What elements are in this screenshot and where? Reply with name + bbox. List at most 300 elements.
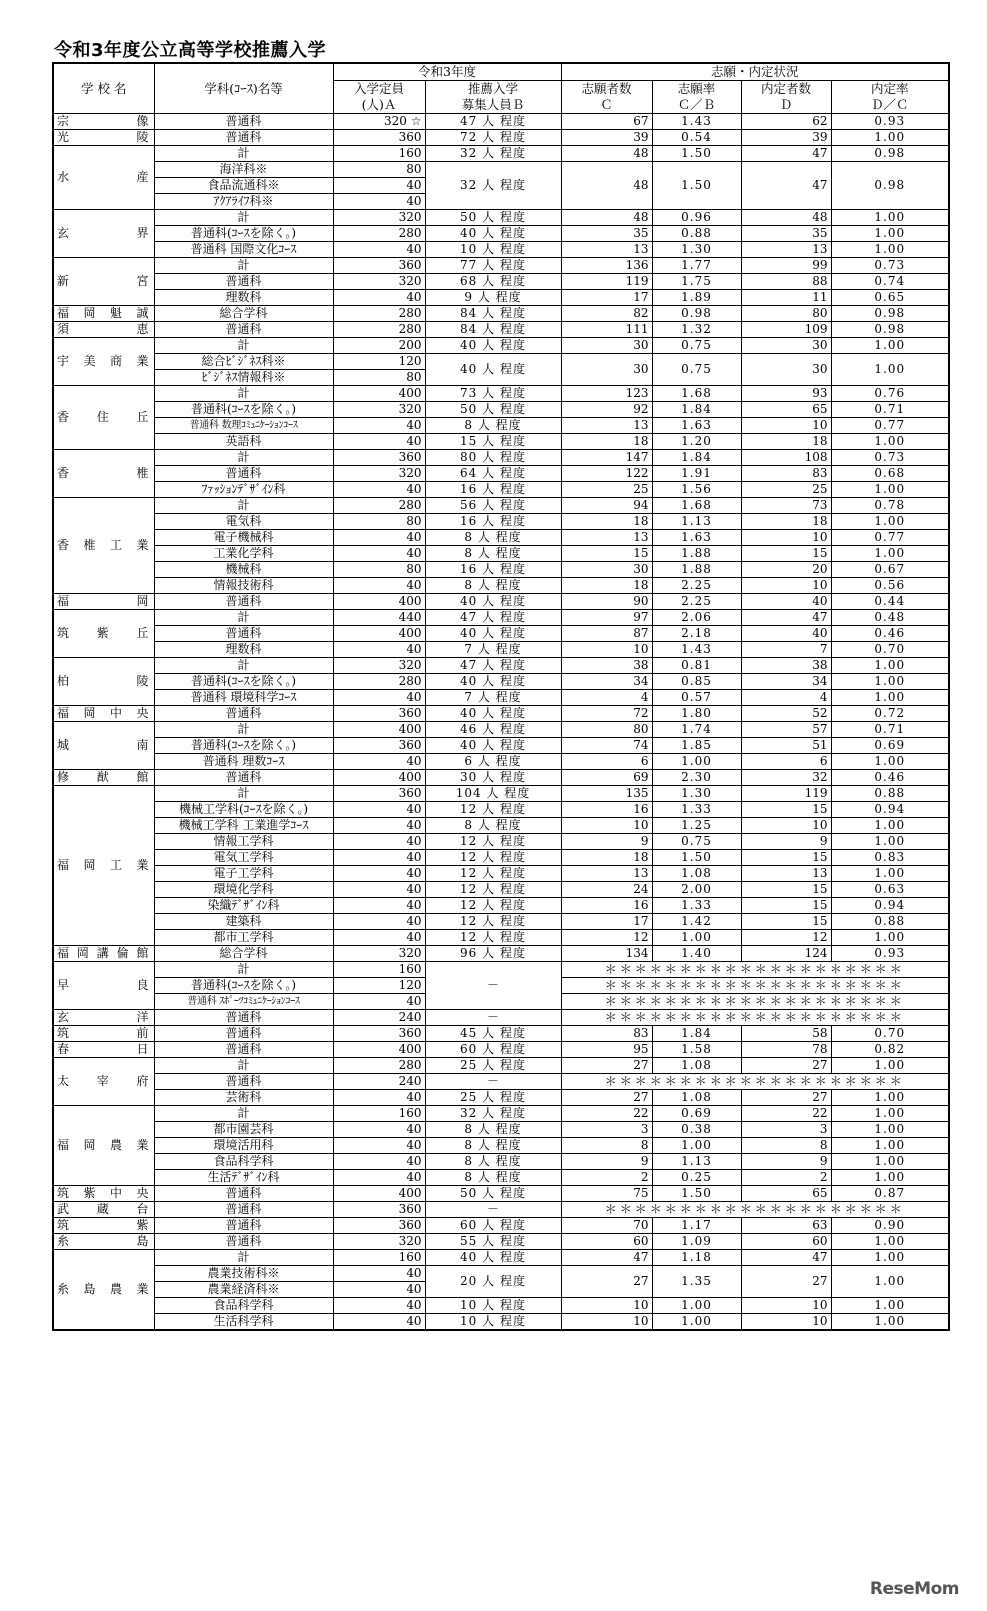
capacity-cell: 40 [333,1298,425,1314]
applicants-cell: 39 [561,130,652,146]
application-rate-cell: 1.25 [652,818,741,834]
course-cell: 普通科 [154,1202,333,1218]
application-rate-cell: 1.74 [652,722,741,738]
capacity-cell: 40 [333,546,425,562]
table-row [53,562,949,578]
quota-cell: 40 人 程度 [425,674,561,690]
school-name-cell: 香椎 [53,450,154,498]
quota-cell: 40 人 程度 [425,738,561,754]
quota-cell: 25 人 程度 [425,1058,561,1074]
applicants-cell: 70 [561,1218,652,1234]
capacity-cell: 40 [333,1090,425,1106]
capacity-cell: 40 [333,882,425,898]
application-rate-cell: 1.13 [652,1154,741,1170]
school-name-cell: 水産 [53,146,154,210]
capacity-cell: 160 [333,1250,425,1266]
application-rate-cell: 2.25 [652,578,741,594]
application-rate-cell: 2.06 [652,610,741,626]
acceptance-rate-cell: 0.71 [831,722,949,738]
acceptance-rate-cell: 0.78 [831,498,949,514]
table-row [53,162,949,178]
table-row [53,898,949,914]
page-title: 令和3年度公立高等学校推薦入学 [54,40,327,61]
course-cell: 普通科 国際文化ｺｰｽ [154,242,333,258]
capacity-cell: 120 [333,354,425,370]
table-row [53,322,949,338]
accepted-cell: 15 [741,898,831,914]
school-name-cell: 玄界 [53,210,154,258]
application-rate-cell: 1.09 [652,1234,741,1250]
acceptance-rate-cell: 1.00 [831,434,949,450]
acceptance-rate-cell: 1.00 [831,1090,949,1106]
accepted-cell: 27 [741,1090,831,1106]
applicants-cell: 74 [561,738,652,754]
quota-cell: 10 人 程度 [425,1314,561,1331]
capacity-cell: 40 [333,1266,425,1282]
applicants-cell: 72 [561,706,652,722]
applicants-cell: 69 [561,770,652,786]
accepted-cell: 88 [741,274,831,290]
application-rate-cell: 1.85 [652,738,741,754]
accepted-cell: 7 [741,642,831,658]
course-cell: 普通科 [154,1074,333,1090]
application-rate-cell: 2.25 [652,594,741,610]
capacity-cell: 360 [333,130,425,146]
course-cell: 計 [154,1106,333,1122]
school-name-cell: 福岡農業 [53,1106,154,1186]
course-cell: 普通科 [154,130,333,146]
acceptance-rate-cell: 1.00 [831,210,949,226]
application-rate-cell: 1.50 [652,850,741,866]
not-applicable-cell: ＊＊＊＊＊＊＊＊＊＊＊＊＊＊＊＊＊＊＊＊ [561,1010,949,1026]
application-rate-cell: 0.38 [652,1122,741,1138]
school-name-cell: 福岡魁誠 [53,306,154,322]
applicants-cell: 4 [561,690,652,706]
application-rate-cell: 0.57 [652,690,741,706]
capacity-cell: 40 [333,994,425,1010]
application-rate-cell: 1.68 [652,498,741,514]
acceptance-rate-cell: 0.98 [831,322,949,338]
table-row [53,146,949,162]
quota-cell: 8 人 程度 [425,546,561,562]
table-row [53,242,949,258]
table-row [53,962,949,978]
applicants-cell: 34 [561,674,652,690]
application-rate-cell: 1.17 [652,1218,741,1234]
school-name-cell: 筑前 [53,1026,154,1042]
table-row [53,578,949,594]
course-cell: 普通科 [154,1026,333,1042]
acceptance-rate-cell: 1.00 [831,818,949,834]
acceptance-rate-cell: 0.65 [831,290,949,306]
capacity-cell: 360 [333,1202,425,1218]
application-rate-cell: 1.50 [652,1186,741,1202]
quota-cell: 40 人 程度 [425,626,561,642]
applicants-cell: 119 [561,274,652,290]
acceptance-rate-cell: 0.76 [831,386,949,402]
application-rate-cell: 1.00 [652,754,741,770]
capacity-cell: 40 [333,1154,425,1170]
table-row [53,1090,949,1106]
not-applicable-cell: ＊＊＊＊＊＊＊＊＊＊＊＊＊＊＊＊＊＊＊＊ [561,1074,949,1090]
quota-cell: 40 人 程度 [425,1250,561,1266]
quota-cell: 8 人 程度 [425,578,561,594]
quota-cell: 56 人 程度 [425,498,561,514]
table-row [53,114,949,130]
capacity-cell: 40 [333,690,425,706]
table-row [53,386,949,402]
quota-cell: 12 人 程度 [425,850,561,866]
accepted-cell: 4 [741,690,831,706]
course-cell: 環境化学科 [154,882,333,898]
capacity-cell: 400 [333,626,425,642]
capacity-cell: 360 [333,738,425,754]
accepted-cell: 119 [741,786,831,802]
application-rate-cell: 1.33 [652,802,741,818]
course-cell: 総合ﾋﾞｼﾞﾈｽ科※ [154,354,333,370]
application-rate-cell: 0.75 [652,338,741,354]
applicants-cell: 75 [561,1186,652,1202]
quota-cell: 25 人 程度 [425,1090,561,1106]
quota-cell: 16 人 程度 [425,482,561,498]
acceptance-rate-cell: 0.44 [831,594,949,610]
table-row [53,530,949,546]
acceptance-rate-cell: 0.77 [831,418,949,434]
course-cell: 普通科 [154,594,333,610]
applicants-cell: 67 [561,114,652,130]
course-cell: 計 [154,1058,333,1074]
quota-cell: 8 人 程度 [425,1170,561,1186]
table-row [53,722,949,738]
quota-cell: 73 人 程度 [425,386,561,402]
header-application-rate: 志願率 Ｃ／Ｂ [652,81,741,114]
table-body [53,114,949,1331]
quota-cell: 72 人 程度 [425,130,561,146]
table-row [53,450,949,466]
accepted-cell: 13 [741,866,831,882]
capacity-cell: 320 ☆ [333,114,425,130]
quota-cell: － [425,1074,561,1090]
course-cell: 情報技術科 [154,578,333,594]
table-row [53,1298,949,1314]
applicants-cell: 13 [561,866,652,882]
table-row [53,1170,949,1186]
application-rate-cell: 2.30 [652,770,741,786]
applicants-cell: 18 [561,514,652,530]
table-row [53,754,949,770]
application-rate-cell: 1.84 [652,450,741,466]
application-rate-cell: 1.75 [652,274,741,290]
accepted-cell: 124 [741,946,831,962]
application-rate-cell: 0.88 [652,226,741,242]
accepted-cell: 109 [741,322,831,338]
accepted-cell: 12 [741,930,831,946]
course-cell: 食品科学科 [154,1298,333,1314]
acceptance-rate-cell: 0.74 [831,274,949,290]
table-row [53,1186,949,1202]
acceptance-rate-cell: 0.77 [831,530,949,546]
quota-cell: 12 人 程度 [425,834,561,850]
applicants-cell: 16 [561,802,652,818]
applicants-cell: 48 [561,162,652,210]
accepted-cell: 32 [741,770,831,786]
capacity-cell: 400 [333,722,425,738]
capacity-cell: 80 [333,370,425,386]
accepted-cell: 63 [741,1218,831,1234]
school-name-cell: 宇美商業 [53,338,154,386]
accepted-cell: 48 [741,210,831,226]
application-rate-cell: 1.88 [652,562,741,578]
course-cell: ｱｸｱﾗｲﾌ科※ [154,194,333,210]
quota-cell: 20 人 程度 [425,1266,561,1298]
course-cell: 芸術科 [154,1090,333,1106]
capacity-cell: 40 [333,418,425,434]
quota-cell: 8 人 程度 [425,1122,561,1138]
course-cell: 普通科 数理ｺﾐｭﾆｹｰｼｮﾝｺｰｽ [154,418,333,434]
accepted-cell: 78 [741,1042,831,1058]
accepted-cell: 9 [741,834,831,850]
accepted-cell: 27 [741,1058,831,1074]
table-row [53,738,949,754]
application-rate-cell: 1.08 [652,1058,741,1074]
capacity-cell: 280 [333,306,425,322]
table-row [53,642,949,658]
accepted-cell: 57 [741,722,831,738]
acceptance-rate-cell: 1.00 [831,242,949,258]
applicants-cell: 2 [561,1170,652,1186]
course-cell: 染織ﾃﾞｻﾞｲﾝ科 [154,898,333,914]
table-row [53,866,949,882]
quota-cell: 10 人 程度 [425,242,561,258]
capacity-cell: 40 [333,754,425,770]
capacity-cell: 400 [333,386,425,402]
applicants-cell: 18 [561,578,652,594]
quota-cell: 6 人 程度 [425,754,561,770]
quota-cell: 8 人 程度 [425,818,561,834]
course-cell: 都市工学科 [154,930,333,946]
applicants-cell: 13 [561,242,652,258]
application-rate-cell: 1.42 [652,914,741,930]
table-row [53,946,949,962]
quota-cell: 30 人 程度 [425,770,561,786]
table-row [53,802,949,818]
capacity-cell: 40 [333,850,425,866]
accepted-cell: 10 [741,530,831,546]
quota-cell: 50 人 程度 [425,402,561,418]
applicants-cell: 18 [561,850,652,866]
capacity-cell: 40 [333,834,425,850]
application-rate-cell: 0.96 [652,210,741,226]
capacity-cell: 320 [333,658,425,674]
applicants-cell: 8 [561,1138,652,1154]
course-cell: 電子機械科 [154,530,333,546]
quota-cell: 10 人 程度 [425,1298,561,1314]
course-cell: 普通科 ｽﾎﾟｰﾂｺﾐｭﾆｹｰｼｮﾝｺｰｽ [154,994,333,1010]
course-cell: 普通科 理数ｺｰｽ [154,754,333,770]
course-cell: 計 [154,786,333,802]
quota-cell: 50 人 程度 [425,1186,561,1202]
school-name-cell: 玄洋 [53,1010,154,1026]
course-cell: 食品流通科※ [154,178,333,194]
application-rate-cell: 1.20 [652,434,741,450]
application-rate-cell: 0.69 [652,1106,741,1122]
table-row [53,882,949,898]
capacity-cell: 40 [333,1138,425,1154]
capacity-cell: 40 [333,930,425,946]
applicants-cell: 24 [561,882,652,898]
application-rate-cell: 1.89 [652,290,741,306]
table-row [53,354,949,370]
accepted-cell: 15 [741,882,831,898]
applicants-cell: 27 [561,1058,652,1074]
applicants-cell: 3 [561,1122,652,1138]
course-cell: 普通科(ｺｰｽを除く。) [154,978,333,994]
course-cell: 計 [154,962,333,978]
capacity-cell: 160 [333,1106,425,1122]
school-name-cell: 武蔵台 [53,1202,154,1218]
application-rate-cell: 1.08 [652,866,741,882]
capacity-cell: 40 [333,530,425,546]
quota-cell: 8 人 程度 [425,418,561,434]
table-row [53,1314,949,1331]
course-cell: 計 [154,610,333,626]
table-row [53,1138,949,1154]
applicants-cell: 94 [561,498,652,514]
quota-cell: 12 人 程度 [425,898,561,914]
acceptance-rate-cell: 0.94 [831,802,949,818]
acceptance-rate-cell: 0.73 [831,450,949,466]
watermark-logo: ReseMom [869,1579,959,1599]
quota-cell: 55 人 程度 [425,1234,561,1250]
application-rate-cell: 1.40 [652,946,741,962]
quota-cell: 60 人 程度 [425,1218,561,1234]
acceptance-rate-cell: 1.00 [831,1106,949,1122]
table-row [53,658,949,674]
course-cell: 情報工学科 [154,834,333,850]
applicants-cell: 47 [561,1250,652,1266]
applicants-cell: 135 [561,786,652,802]
accepted-cell: 38 [741,658,831,674]
accepted-cell: 47 [741,162,831,210]
application-rate-cell: 1.00 [652,1138,741,1154]
application-rate-cell: 1.50 [652,162,741,210]
quota-cell: 7 人 程度 [425,690,561,706]
capacity-cell: 400 [333,1186,425,1202]
application-rate-cell: 1.58 [652,1042,741,1058]
acceptance-rate-cell: 1.00 [831,866,949,882]
course-cell: 普通科(ｺｰｽを除く。) [154,226,333,242]
accepted-cell: 60 [741,1234,831,1250]
acceptance-rate-cell: 0.46 [831,626,949,642]
capacity-cell: 400 [333,770,425,786]
accepted-cell: 47 [741,610,831,626]
capacity-cell: 160 [333,962,425,978]
accepted-cell: 83 [741,466,831,482]
course-cell: 計 [154,338,333,354]
capacity-cell: 40 [333,818,425,834]
applicants-cell: 38 [561,658,652,674]
applicants-cell: 6 [561,754,652,770]
applicants-cell: 35 [561,226,652,242]
acceptance-rate-cell: 1.00 [831,1314,949,1331]
applicants-cell: 147 [561,450,652,466]
acceptance-rate-cell: 0.98 [831,162,949,210]
application-rate-cell: 1.56 [652,482,741,498]
table-row [53,1250,949,1266]
course-cell: 普通科(ｺｰｽを除く。) [154,402,333,418]
course-cell: 普通科(ｺｰｽを除く。) [154,738,333,754]
acceptance-rate-cell: 1.00 [831,546,949,562]
capacity-cell: 160 [333,146,425,162]
acceptance-rate-cell: 0.70 [831,1026,949,1042]
accepted-cell: 22 [741,1106,831,1122]
acceptance-rate-cell: 0.88 [831,914,949,930]
school-name-cell: 柏陵 [53,658,154,706]
application-rate-cell: 1.00 [652,930,741,946]
accepted-cell: 93 [741,386,831,402]
capacity-cell: 280 [333,226,425,242]
accepted-cell: 35 [741,226,831,242]
table-row [53,274,949,290]
course-cell: 普通科 環境科学ｺｰｽ [154,690,333,706]
table-row [53,482,949,498]
acceptance-rate-cell: 0.71 [831,402,949,418]
school-name-cell: 筑紫 [53,1218,154,1234]
application-rate-cell: 1.32 [652,322,741,338]
course-cell: 普通科 [154,1234,333,1250]
accepted-cell: 40 [741,626,831,642]
table-row [53,770,949,786]
school-name-cell: 須恵 [53,322,154,338]
admissions-table [52,62,950,1331]
application-rate-cell: 1.18 [652,1250,741,1266]
course-cell: 生活科学科 [154,1314,333,1331]
accepted-cell: 13 [741,242,831,258]
course-cell: 建築科 [154,914,333,930]
course-cell: ﾋﾞｼﾞﾈｽ情報科※ [154,370,333,386]
table-row [53,210,949,226]
course-cell: 環境活用科 [154,1138,333,1154]
accepted-cell: 25 [741,482,831,498]
course-cell: 農業技術科※ [154,1266,333,1282]
acceptance-rate-cell: 1.00 [831,130,949,146]
course-cell: 電気科 [154,514,333,530]
table-row [53,706,949,722]
school-name-cell: 光陵 [53,130,154,146]
application-rate-cell: 1.63 [652,530,741,546]
application-rate-cell: 1.88 [652,546,741,562]
acceptance-rate-cell: 0.48 [831,610,949,626]
application-rate-cell: 1.43 [652,642,741,658]
accepted-cell: 10 [741,818,831,834]
capacity-cell: 240 [333,1074,425,1090]
school-name-cell: 早良 [53,962,154,1010]
applicants-cell: 25 [561,482,652,498]
school-name-cell: 春日 [53,1042,154,1058]
application-rate-cell: 1.00 [652,1298,741,1314]
accepted-cell: 52 [741,706,831,722]
quota-cell: 46 人 程度 [425,722,561,738]
header-row-group [53,63,949,81]
course-cell: 総合学科 [154,946,333,962]
accepted-cell: 65 [741,402,831,418]
capacity-cell: 40 [333,482,425,498]
school-name-cell: 糸島農業 [53,1250,154,1331]
quota-cell: 8 人 程度 [425,1138,561,1154]
application-rate-cell: 1.30 [652,242,741,258]
quota-cell: 32 人 程度 [425,146,561,162]
acceptance-rate-cell: 0.46 [831,770,949,786]
